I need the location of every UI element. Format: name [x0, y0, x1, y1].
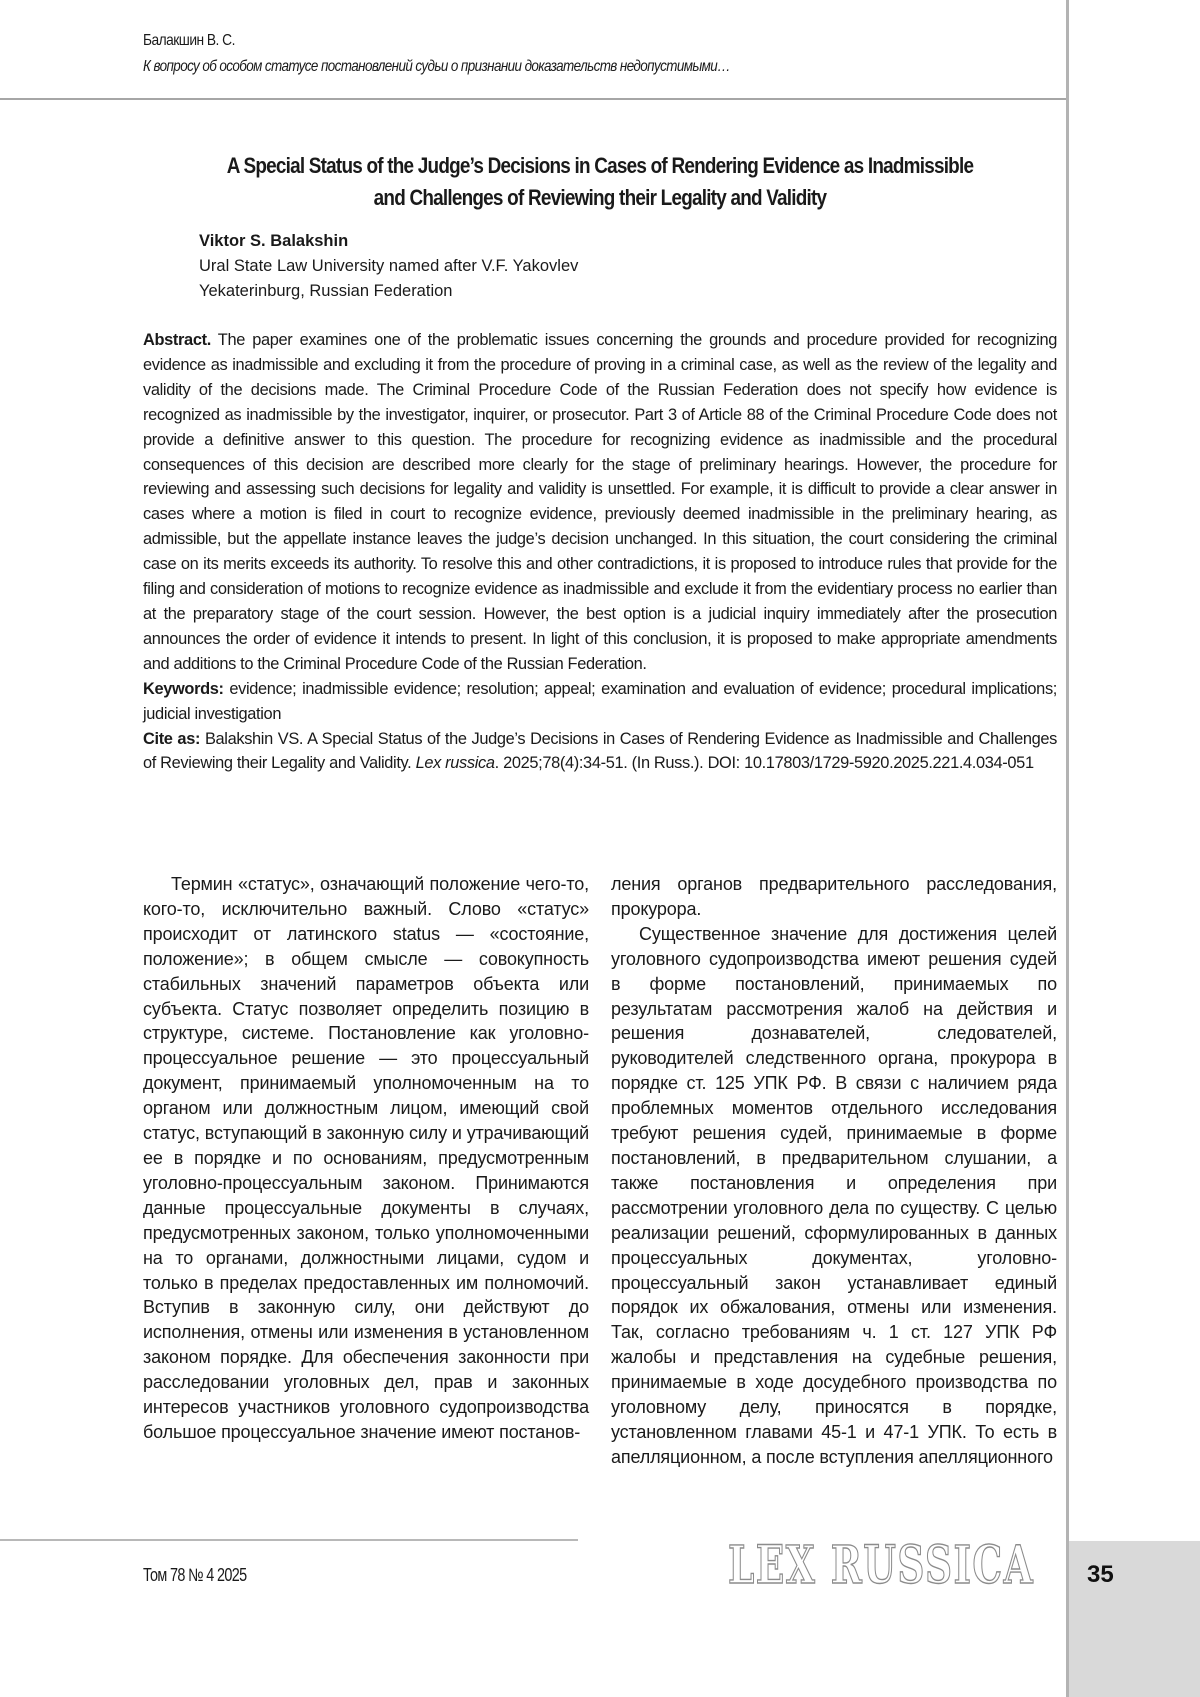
abstract-section — [143, 328, 1057, 776]
author-affiliation: Ural State Law University named after V.F. Yakovlev — [199, 257, 579, 275]
body-column-right — [611, 872, 1057, 1470]
author-location: Yekaterinburg, Russian Federation — [199, 282, 453, 300]
running-header-title: К вопросу об особом статусе постановлений судьи о признании доказательств недопустимыми… — [143, 58, 731, 75]
abstract-text: The paper examines one of the problematic issues concerning the grounds and procedure provided for recognizing evidence as inadmissible and excluding it from the procedure of proving in a criminal case, as well as the review of the legality and validity of the decisions made. The Criminal Procedure Code of the Russian Federation does not specify how evidence is recognized as inadmissible by the investigator, inquirer, or prosecutor. Part 3 of Article 88 of the Criminal Procedure Code does not provide a definitive answer to this question. The procedure for recognizing evidence as inadmissible and the procedural consequences of this decision are described more clearly for the stage of preliminary hearings. However, the procedure for reviewing and assessing such decisions for legality and validity is unsettled. For example, it is difficult to provide a clear answer in cases where a motion is filed in court to recognize evidence, previously deemed inadmissible in the preliminary hearing, as admissible, but the appellate instance leaves the judge’s decision unchanged. In this situation, the court considering the criminal case on its merits exceeds its authority. To resolve this and other contradictions, it is proposed to introduce rules that provide for the filing and consideration of motions to recognize evidence as inadmissible and exclude it from the evidentiary process no earlier than at the preparatory stage of the court session. However, the best option is a judicial inquiry immediately after the prosecution announces the order of evidence it intends to present. In light of this conclusion, it is proposed to make appropriate amendments and additions to the Criminal Procedure Code of the Russian Federation. — [143, 331, 1057, 673]
cite-details: . 2025;78(4):34-51. (In Russ.). DOI: 10.17803/1729-5920.2025.221.4.034-051 — [494, 754, 1034, 773]
abstract-label: Abstract. — [143, 331, 211, 349]
article-title-line-2: and Challenges of Reviewing their Legality and Validity — [373, 185, 827, 210]
article-title — [150, 150, 1050, 214]
running-header-author: Балакшин В. С. — [143, 32, 235, 49]
footer-rule — [0, 1539, 578, 1541]
cite-paragraph — [143, 727, 1057, 777]
author-name: Viktor S. Balakshin — [199, 232, 349, 250]
article-title-line-1: A Special Status of the Judge’s Decisions in Cases of Rendering Evidence as Inadmissible — [226, 153, 974, 178]
body-paragraph: ления органов предварительного расследования, прокурора. — [611, 874, 1057, 919]
abstract-paragraph — [143, 328, 1057, 677]
journal-logo: LEX RUSSICA — [728, 1535, 1035, 1596]
body-paragraph: Термин «статус», означающий положение чего-то, кого-то, исключительно важный. Слово «статус» происходит от латинского status — «состояние, положение»; в общем смысле — совокупность стабильных значений параметров объекта или субъекта. Статус позволяет определить позицию в структуре, системе. Постановление как уголовно-процессуальное решение — это процессуальный документ, принимаемый уполномоченным на то органом или должностным лицом, имеющий свой статус, вступающий в законную силу и утрачивающий ее в порядке и по основаниям, предусмотренным уголовно-процессуальным законом. Принимаются данные процессуальные документы в случаях, предусмотренных законом, только уполномоченными на то органами, должностными лицами, судом и только в пределах предоставленных им полномочий. Вступив в законную силу, они действуют до исполнения, отмены или изменения в установленном законом порядке. Для обеспечения законности при расследовании уголовных дел, прав и законных интересов участников уголовного судопроизводства большое процессуальное значение имеют постанов- — [143, 874, 589, 1442]
page-number: 35 — [1087, 1561, 1114, 1588]
right-margin-rule — [1066, 0, 1069, 1697]
keywords-text: evidence; inadmissible evidence; resolution; appeal; examination and evaluation of evidence; procedural implications; judicial investigation — [143, 679, 1057, 723]
cite-journal: Lex russica — [415, 754, 495, 773]
cite-text: Balakshin VS. A Special Status of the Judge’s Decisions in Cases of Rendering Evidence as Inadmissible and Challenges of Reviewing their Legality and Validity. — [143, 729, 1057, 773]
issue-info: Том 78 № 4 2025 — [143, 1565, 247, 1585]
keywords-label: Keywords: — [143, 679, 224, 698]
body-paragraph: Существенное значение для достижения целей уголовного судопроизводства имеют решения судей в форме постановлений, принимаемых по результатам рассмотрения жалоб на действия и решения дознавателей, следователей, руководителей следственного органа, прокурора в порядке ст. 125 УПК РФ. В связи с наличием ряда проблемных моментов отдельного исследования требуют решения судей, принимаемые в форме постановлений, в предварительном слушании, а также постановления и определения при рассмотрении уголовного дела по существу. С целью реализации решений, сформулированных в данных процессуальных документах, уголовно-процессуальный закон устанавливает единый порядок их обжалования, отмены или изменения. Так, согласно требованиям ч. 1 ст. 127 УПК РФ жалобы и представления на судебные решения, принимаемые в ходе досудебного производства по уголовному делу, приносятся в порядке, установленном главами 45-1 и 47-1 УПК. То есть в апелляционном, а после вступления апелляционного — [611, 923, 1057, 1467]
keywords-paragraph — [143, 677, 1057, 727]
body-column-left — [143, 872, 589, 1445]
cite-label: Cite as: — [143, 729, 201, 748]
author-block — [199, 229, 578, 304]
header-rule — [0, 98, 1066, 100]
